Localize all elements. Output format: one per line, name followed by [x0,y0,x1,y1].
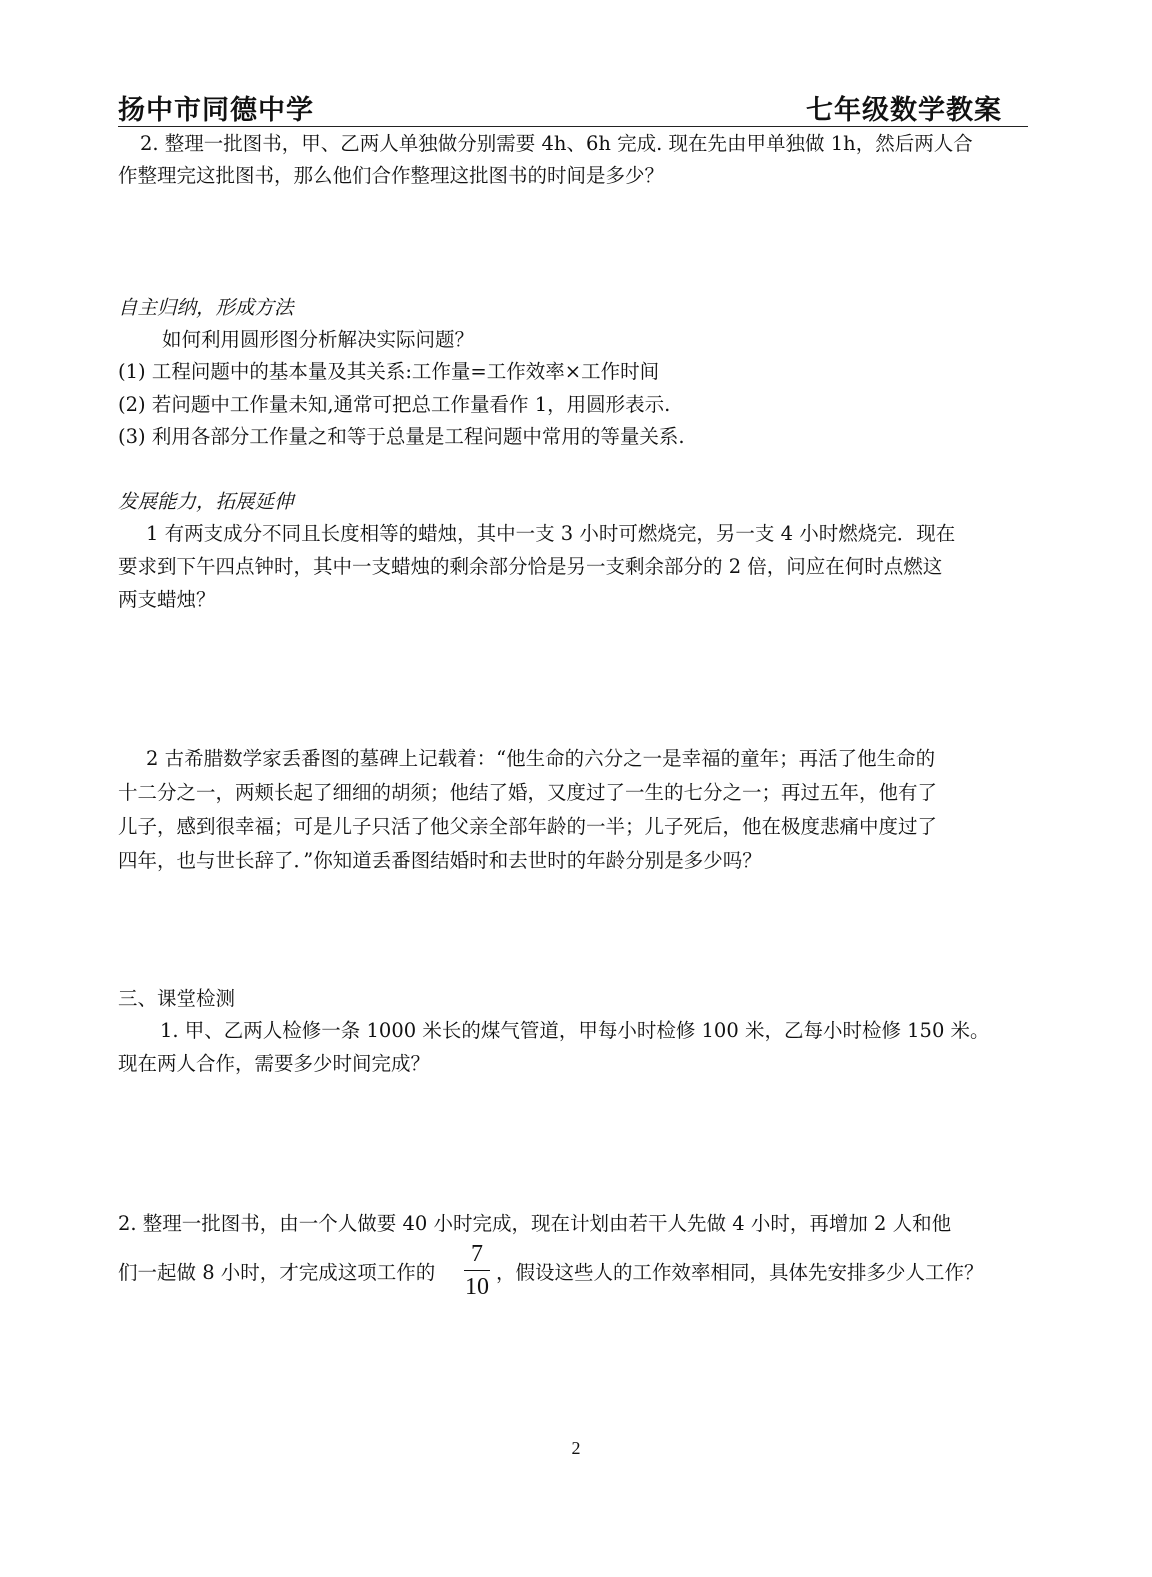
candle-line-3: 两支蜡烛？ [118,588,216,611]
diophantus-line-1: 2 古希腊数学家丢番图的墓碑上记载着：“他生命的六分之一是幸福的童年；再活了他生命的 [146,747,936,770]
diophantus-line-3: 儿子，感到很幸福；可是儿子只活了他父亲全部年龄的一半；儿子死后，他在极度悲痛中度过了 [118,815,938,838]
fraction-numerator: 7 [471,1241,483,1267]
problem-books-line-2: 作整理完这批图书，那么他们合作整理这批图书的时间是多少？ [118,164,665,187]
extension-heading: 发展能力，拓展延伸 [118,490,294,513]
summary-point-3: (3) 利用各部分工作量之和等于总量是工程问题中常用的等量关系. [118,425,685,448]
books2-line-2-after: ，假设这些人的工作效率相同，具体先安排多少人工作？ [496,1261,984,1284]
summary-heading: 自主归纳，形成方法 [118,296,294,319]
pipe-problem-line-2: 现在两人合作，需要多少时间完成？ [118,1052,431,1075]
books2-line-2-before: 们一起做 8 小时，才完成这项工作的 [118,1261,436,1284]
fraction-denominator: 10 [465,1274,489,1300]
school-name: 扬中市同德中学 [118,95,314,126]
classroom-test-heading: 三、课堂检测 [118,987,236,1010]
subject-title: 七年级数学教案 [806,95,1002,126]
problem-books-line-1: 2. 整理一批图书，甲、乙两人单独做分别需要 4h、6h 完成. 现在先由甲单独做 1h，然后两人合 [140,132,973,155]
diophantus-line-2: 十二分之一，两颊长起了细细的胡须；他结了婚，又度过了一生的七分之一；再过五年，他有了 [118,781,938,804]
candle-line-1: 1 有两支成分不同且长度相等的蜡烛，其中一支 3 小时可燃烧完，另一支 4 小时燃烧完．现在 [146,522,956,545]
diophantus-line-4: 四年，也与世长辞了．”你知道丢番图结婚时和去世时的年龄分别是多少吗？ [118,849,762,872]
fraction-bar [464,1270,490,1271]
page-header [118,88,1028,127]
page-number: 2 [571,1438,581,1458]
summary-point-2: (2) 若问题中工作量未知,通常可把总工作量看作 1，用圆形表示. [118,393,671,416]
candle-line-2: 要求到下午四点钟时，其中一支蜡烛的剩余部分恰是另一支剩余部分的 2 倍，问应在何时点燃这 [118,555,943,578]
pipe-problem-line-1: 1. 甲、乙两人检修一条 1000 米长的煤气管道，甲每小时检修 100 米，乙每小时检修 150 米。 [160,1019,990,1042]
summary-point-1: (1) 工程问题中的基本量及其关系:工作量=工作效率×工作时间 [118,360,660,383]
fraction-seven-tenths [460,1240,494,1301]
summary-question: 如何利用圆形图分析解决实际问题？ [162,328,475,351]
books2-line-1: 2. 整理一批图书，由一个人做要 40 小时完成，现在计划由若干人先做 4 小时，再增加 2 人和他 [118,1212,952,1235]
